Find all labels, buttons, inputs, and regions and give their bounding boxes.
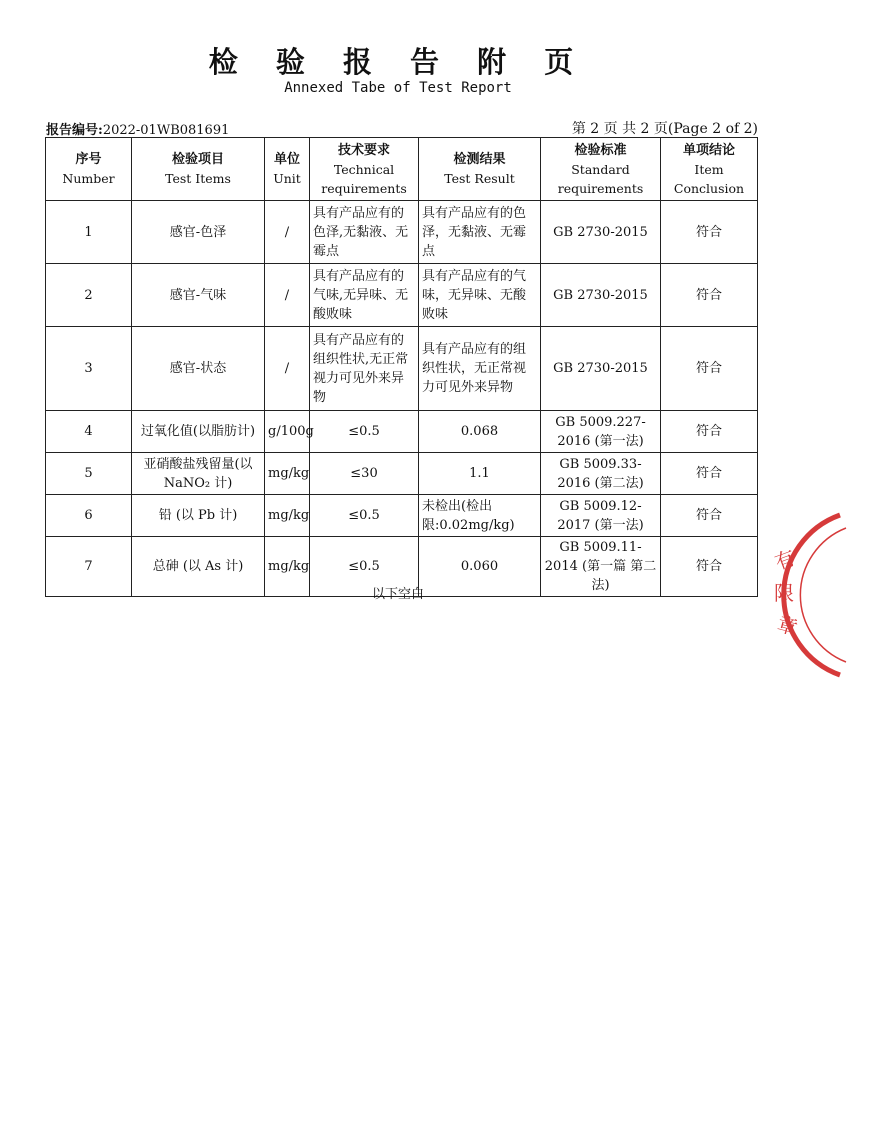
- conclusion-cell: 符合: [661, 537, 758, 597]
- unit-cell: mg/kg: [265, 495, 310, 537]
- standard-cell: GB 5009.12-2017 (第一法): [541, 495, 661, 537]
- col-number: 序号 Number: [46, 138, 132, 201]
- standard-cell: GB 2730-2015: [541, 264, 661, 327]
- row-number-cell: 5: [46, 453, 132, 495]
- col-technical-requirements: 技术要求 Technical requirements: [310, 138, 419, 201]
- technical-requirement-cell: 具有产品应有的色泽,无黏液、无霉点: [310, 201, 419, 264]
- conclusion-cell: 符合: [661, 264, 758, 327]
- report-number: [46, 119, 229, 138]
- test-item-cell: 铅 (以 Pb 计): [132, 495, 265, 537]
- test-result-cell: 具有产品应有的气味，无异味、无酸败味: [419, 264, 541, 327]
- svg-text:章: 章: [774, 611, 801, 641]
- svg-text:限: 限: [774, 581, 794, 605]
- table-row: [46, 495, 758, 537]
- table-row: [46, 453, 758, 495]
- report-number-label: 报告编号:: [46, 123, 103, 138]
- official-stamp: [760, 510, 880, 680]
- unit-cell: g/100g: [265, 411, 310, 453]
- col-conclusion: 单项结论 Item Conclusion: [661, 138, 758, 201]
- test-result-cell: 具有产品应有的组织性状，无正常视力可见外来异物: [419, 327, 541, 411]
- technical-requirement-cell: ≤30: [310, 453, 419, 495]
- test-item-cell: 感官-色泽: [132, 201, 265, 264]
- page-info: 第 2 页 共 2 页(Page 2 of 2): [571, 121, 758, 137]
- table-row: [46, 264, 758, 327]
- unit-cell: mg/kg: [265, 537, 310, 597]
- unit-cell: /: [265, 201, 310, 264]
- technical-requirement-cell: 具有产品应有的组织性状,无正常视力可见外来异物: [310, 327, 419, 411]
- table-row: [46, 411, 758, 453]
- row-number-cell: 7: [46, 537, 132, 597]
- test-result-cell: 0.060: [419, 537, 541, 597]
- test-item-cell: 亚硝酸盐残留量(以 NaNO₂ 计): [132, 453, 265, 495]
- unit-cell: mg/kg: [265, 453, 310, 495]
- test-result-cell: 未检出(检出限:0.02mg/kg): [419, 495, 541, 537]
- conclusion-cell: 符合: [661, 453, 758, 495]
- svg-text:有: 有: [771, 545, 799, 575]
- test-item-cell: 过氧化值(以脂肪计): [132, 411, 265, 453]
- row-number-cell: 3: [46, 327, 132, 411]
- col-test-items: 检验项目 Test Items: [132, 138, 265, 201]
- standard-cell: GB 5009.227-2016 (第一法): [541, 411, 661, 453]
- unit-cell: /: [265, 327, 310, 411]
- row-number-cell: 1: [46, 201, 132, 264]
- standard-cell: GB 2730-2015: [541, 201, 661, 264]
- test-item-cell: 感官-状态: [132, 327, 265, 411]
- report-subtitle: Annexed Tabe of Test Report: [284, 80, 512, 96]
- row-number-cell: 2: [46, 264, 132, 327]
- report-title: 检 验 报 告 附 页: [208, 45, 588, 79]
- table-row: [46, 201, 758, 264]
- technical-requirement-cell: ≤0.5: [310, 537, 419, 597]
- technical-requirement-cell: ≤0.5: [310, 495, 419, 537]
- test-item-cell: 感官-气味: [132, 264, 265, 327]
- conclusion-cell: 符合: [661, 495, 758, 537]
- technical-requirement-cell: ≤0.5: [310, 411, 419, 453]
- conclusion-cell: 符合: [661, 411, 758, 453]
- table-row: [46, 327, 758, 411]
- test-results-table: [45, 137, 758, 597]
- standard-cell: GB 2730-2015: [541, 327, 661, 411]
- test-result-cell: 0.068: [419, 411, 541, 453]
- col-test-result: 检测结果 Test Result: [419, 138, 541, 201]
- standard-cell: GB 5009.11-2014 (第一篇 第二法): [541, 537, 661, 597]
- standard-cell: GB 5009.33-2016 (第二法): [541, 453, 661, 495]
- test-result-cell: 具有产品应有的色泽，无黏液、无霉点: [419, 201, 541, 264]
- unit-cell: /: [265, 264, 310, 327]
- technical-requirement-cell: 具有产品应有的气味,无异味、无酸败味: [310, 264, 419, 327]
- conclusion-cell: 符合: [661, 327, 758, 411]
- test-result-cell: 1.1: [419, 453, 541, 495]
- row-number-cell: 6: [46, 495, 132, 537]
- row-number-cell: 4: [46, 411, 132, 453]
- conclusion-cell: 符合: [661, 201, 758, 264]
- report-number-value: 2022-01WB081691: [102, 123, 230, 138]
- col-unit: 单位 Unit: [265, 138, 310, 201]
- blank-below-note: 以下空白: [371, 587, 424, 602]
- test-item-cell: 总砷 (以 As 计): [132, 537, 265, 597]
- table-header-row: [46, 138, 758, 201]
- col-standard: 检验标准 Standard requirements: [541, 138, 661, 201]
